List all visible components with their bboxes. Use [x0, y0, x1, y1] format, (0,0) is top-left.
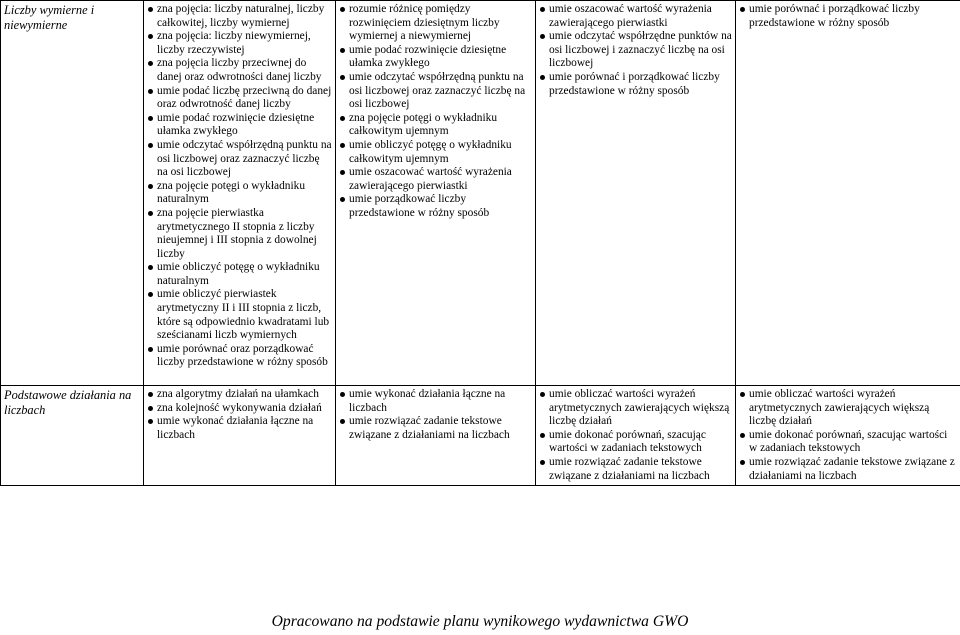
list-item: zna pojęcia: liczby naturalnej, liczby całkowitej, liczby wymiernej — [147, 3, 332, 30]
requirements-cell — [336, 1, 536, 386]
requirements-list — [539, 388, 732, 483]
list-item: umie rozwiązać zadanie tekstowe związane z działaniami na liczbach — [739, 456, 957, 483]
list-item: umie odczytać współrzędną punktu na osi liczbowej oraz zaznaczyć liczbę na osi liczbowej — [147, 139, 332, 180]
list-item: rozumie różnicę pomiędzy rozwinięciem dziesiętnym liczby wymiernej a niewymiernej — [339, 3, 532, 44]
requirements-cell — [336, 386, 536, 486]
list-item: zna pojęcie pierwiastka arytmetycznego II stopnia z liczby nieujemnej i III stopnia z dowolnej liczby — [147, 207, 332, 261]
topic-cell — [1, 386, 144, 486]
list-item: umie rozwiązać zadanie tekstowe związane z działaniami na liczbach — [539, 456, 732, 483]
list-item: umie wykonać działania łączne na liczbach — [339, 388, 532, 415]
list-item: umie porównać i porządkować liczby przedstawione w różny sposób — [539, 71, 732, 98]
footer-note: Opracowano na podstawie planu wynikowego wydawnictwa GWO — [271, 613, 689, 630]
topic-cell — [1, 1, 144, 386]
list-item: umie podać liczbę przeciwną do danej oraz odwrotność danej liczby — [147, 85, 332, 112]
list-item: umie wykonać działania łączne na liczbach — [147, 415, 332, 442]
requirements-list — [339, 388, 532, 442]
table-row — [1, 386, 960, 486]
list-item: umie obliczyć potęgę o wykładniku naturalnym — [147, 261, 332, 288]
list-item: umie porządkować liczby przedstawione w różny sposób — [339, 193, 532, 220]
requirements-list — [339, 3, 532, 221]
requirements-cell — [736, 1, 960, 386]
list-item: umie podać rozwinięcie dziesiętne ułamka zwykłego — [339, 44, 532, 71]
topic-label: Podstawowe działania na liczbach — [4, 388, 132, 417]
list-item: zna pojęcie potęgi o wykładniku naturalnym — [147, 180, 332, 207]
requirements-list — [539, 3, 732, 98]
requirements-list — [739, 3, 957, 30]
topic-label: Liczby wymierne i niewymierne — [4, 3, 95, 32]
requirements-list — [739, 388, 957, 483]
list-item: umie dokonać porównań, szacując wartości w zadaniach tekstowych — [539, 429, 732, 456]
list-item: umie odczytać współrzędną punktu na osi liczbowej oraz zaznaczyć liczbę na osi liczbowej — [339, 71, 532, 112]
list-item: umie obliczyć potęgę o wykładniku całkowitym ujemnym — [339, 139, 532, 166]
list-item: zna pojęcia liczby przeciwnej do danej oraz odwrotności danej liczby — [147, 57, 332, 84]
list-item: umie porównać oraz porządkować liczby przedstawione w różny sposób — [147, 343, 332, 370]
list-item: umie obliczyć pierwiastek arytmetyczny II i III stopnia z liczb, które są odpowiednio kwadratami lub sześcianami liczb wymiernych — [147, 288, 332, 342]
requirements-cell — [736, 386, 960, 486]
requirements-cell — [144, 1, 336, 386]
requirements-cell — [536, 1, 736, 386]
requirements-list — [147, 388, 332, 442]
requirements-list — [147, 3, 332, 370]
list-item: zna kolejność wykonywania działań — [147, 402, 332, 416]
list-item: umie odczytać współrzędne punktów na osi liczbowej i zaznaczyć liczbę na osi liczbowej — [539, 30, 732, 71]
list-item: umie obliczać wartości wyrażeń arytmetycznych zawierających większą liczbę działań — [739, 388, 957, 429]
requirements-cell — [536, 386, 736, 486]
list-item: umie oszacować wartość wyrażenia zawierającego pierwiastki — [539, 3, 732, 30]
list-item: umie dokonać porównań, szacując wartości w zadaniach tekstowych — [739, 429, 957, 456]
table-row — [1, 1, 960, 386]
list-item: umie obliczać wartości wyrażeń arytmetycznych zawierających większą liczbę działań — [539, 388, 732, 429]
list-item: umie oszacować wartość wyrażenia zawierającego pierwiastki — [339, 166, 532, 193]
list-item: zna pojęcia: liczby niewymiernej, liczby rzeczywistej — [147, 30, 332, 57]
list-item: zna algorytmy działań na ułamkach — [147, 388, 332, 402]
list-item: zna pojęcie potęgi o wykładniku całkowitym ujemnym — [339, 112, 532, 139]
requirements-cell — [144, 386, 336, 486]
list-item: umie rozwiązać zadanie tekstowe związane z działaniami na liczbach — [339, 415, 532, 442]
list-item: umie porównać i porządkować liczby przedstawione w różny sposób — [739, 3, 957, 30]
list-item: umie podać rozwinięcie dziesiętne ułamka zwykłego — [147, 112, 332, 139]
